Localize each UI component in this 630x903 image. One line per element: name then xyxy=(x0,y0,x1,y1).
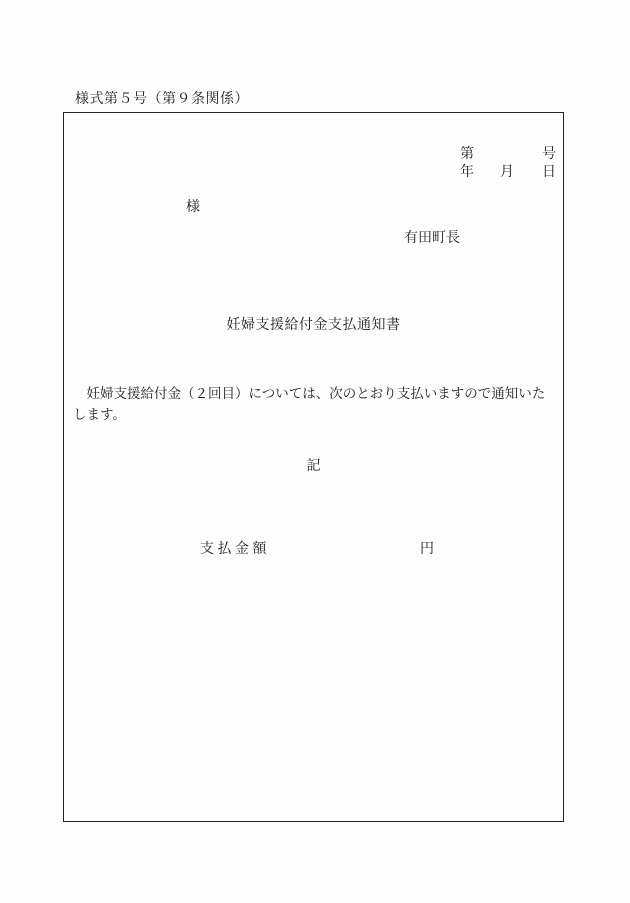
date-year-label: 年 xyxy=(460,165,474,180)
document-number-suffix: 号 xyxy=(542,147,556,162)
document-body xyxy=(73,383,554,425)
sender-name: 有田町長 xyxy=(404,231,460,246)
payment-amount-label: 支 払 金 額 xyxy=(200,542,267,557)
document-border-box xyxy=(63,112,564,822)
date-day-label: 日 xyxy=(542,165,556,180)
record-marker: 記 xyxy=(306,459,321,474)
payment-currency-unit: 円 xyxy=(420,542,434,557)
body-paragraph: 妊婦支援給付金（２回目）については、次のとおり支払いますので通知いたします。 xyxy=(73,386,546,422)
document-number-prefix: 第 xyxy=(460,147,474,162)
document-title: 妊婦支援給付金支払通知書 xyxy=(226,318,401,333)
addressee-honorific: 様 xyxy=(186,200,200,215)
date-month-label: 月 xyxy=(500,165,514,180)
form-style-label: 様式第５号（第９条関係） xyxy=(75,92,249,107)
